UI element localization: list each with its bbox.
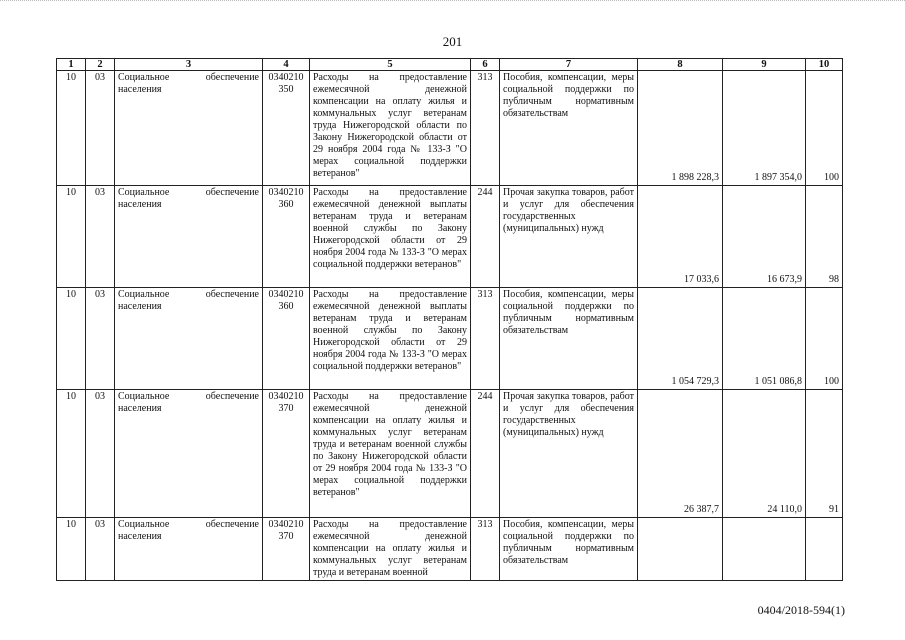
page-number: 201 [442,34,463,49]
subsection-code: 03 [86,390,115,518]
section-code: 10 [57,288,86,390]
target-article: 0340210 370 [263,390,310,518]
subsection-code: 03 [86,71,115,186]
col-header: 10 [806,59,843,71]
execution-percent [806,518,843,581]
table-row [57,518,843,581]
section-code: 10 [57,390,86,518]
section-name: Социальное обеспечение населения [115,71,263,186]
col-header: 4 [263,59,310,71]
expense-type: 313 [471,288,500,390]
planned-amount: 26 387,7 [638,390,723,518]
subsection-code: 03 [86,288,115,390]
subsection-code: 03 [86,518,115,581]
target-article: 0340210 370 [263,518,310,581]
expense-type-name: Прочая закупка товаров, работ и услуг для обеспечения государственных (муниципальных) нужд [500,390,638,518]
section-name: Социальное обеспечение населения [115,390,263,518]
expense-type-name: Пособия, компенсации, меры социальной поддержки по публичным нормативным обязательствам [500,288,638,390]
expense-type: 244 [471,390,500,518]
article-name: Расходы на предоставление ежемесячной денежной выплаты ветеранам труда и ветеранам военной службы по Закону Нижегородской области от 29 ноября 2004 года № 133-З "О мерах социальной поддержки ветеранов" [310,186,471,288]
section-code: 10 [57,71,86,186]
table-row [57,186,843,288]
document-code: 0404/2018-594(1) [757,603,845,617]
expense-type-name: Пособия, компенсации, меры социальной поддержки по публичным нормативным обязательствам [500,518,638,581]
actual-amount: 16 673,9 [723,186,806,288]
actual-amount: 24 110,0 [723,390,806,518]
actual-amount: 1 051 086,8 [723,288,806,390]
col-header: 5 [310,59,471,71]
expense-type: 244 [471,186,500,288]
execution-percent: 91 [806,390,843,518]
article-name: Расходы на предоставление ежемесячной денежной выплаты ветеранам труда и ветеранам военной службы по Закону Нижегородской области от 29 ноября 2004 года № 133-З "О мерах социальной поддержки ветеранов" [310,288,471,390]
scan-edge [0,0,905,5]
table-row [57,288,843,390]
section-code: 10 [57,186,86,288]
article-name: Расходы на предоставление ежемесячной денежной компенсации на оплату жилья и коммунальных услуг ветеранам труда Нижегородской области по Закону Нижегородской области от 29 ноября 2004 года № 133-З "О мерах социальной поддержки ветеранов" [310,71,471,186]
expense-type: 313 [471,518,500,581]
col-header: 1 [57,59,86,71]
col-header: 2 [86,59,115,71]
target-article: 0340210 350 [263,71,310,186]
planned-amount: 1 054 729,3 [638,288,723,390]
section-name: Социальное обеспечение населения [115,186,263,288]
expense-type-name: Прочая закупка товаров, работ и услуг для обеспечения государственных (муниципальных) нужд [500,186,638,288]
execution-percent: 100 [806,288,843,390]
col-header: 6 [471,59,500,71]
table-row [57,390,843,518]
table-row [57,71,843,186]
header-row [57,59,843,71]
planned-amount: 17 033,6 [638,186,723,288]
target-article: 0340210 360 [263,288,310,390]
article-name: Расходы на предоставление ежемесячной денежной компенсации на оплату жилья и коммунальных услуг ветеранам труда и ветеранам военной [310,518,471,581]
section-code: 10 [57,518,86,581]
expense-type: 313 [471,71,500,186]
subsection-code: 03 [86,186,115,288]
target-article: 0340210 360 [263,186,310,288]
execution-percent: 100 [806,71,843,186]
col-header: 9 [723,59,806,71]
planned-amount [638,518,723,581]
execution-percent: 98 [806,186,843,288]
section-name: Социальное обеспечение населения [115,288,263,390]
col-header: 7 [500,59,638,71]
col-header: 8 [638,59,723,71]
col-header: 3 [115,59,263,71]
budget-table [56,58,843,581]
actual-amount: 1 897 354,0 [723,71,806,186]
expense-type-name: Пособия, компенсации, меры социальной поддержки по публичным нормативным обязательствам [500,71,638,186]
actual-amount [723,518,806,581]
section-name: Социальное обеспечение населения [115,518,263,581]
planned-amount: 1 898 228,3 [638,71,723,186]
article-name: Расходы на предоставление ежемесячной денежной компенсации на оплату жилья и коммунальных услуг ветеранам труда и ветеранам военной службы по Закону Нижегородской области от 29 ноября 2004 года № 133-З "О мерах социальной поддержки ветеранов" [310,390,471,518]
